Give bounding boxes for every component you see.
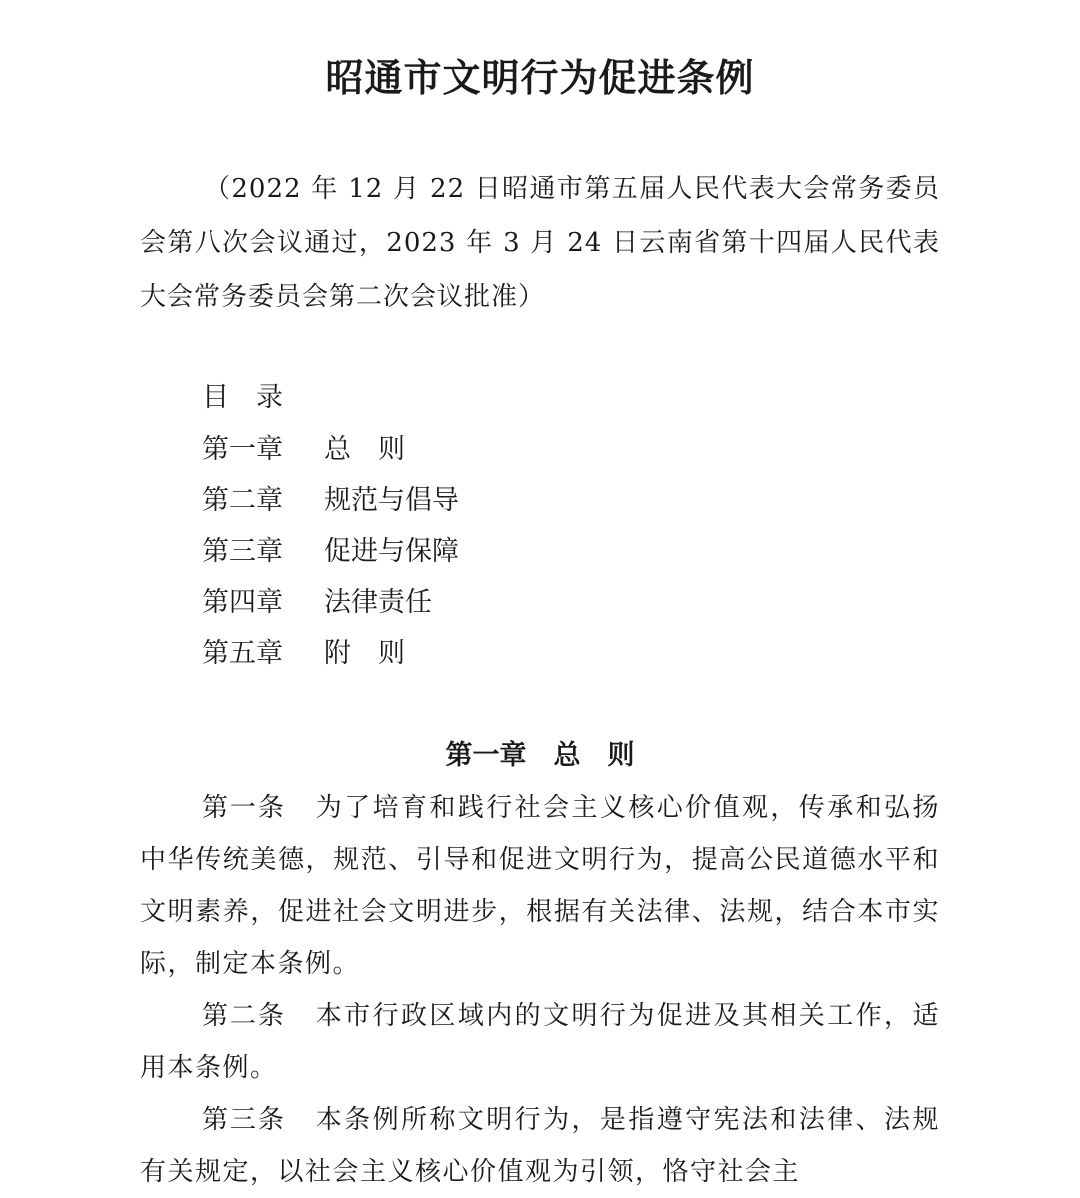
toc-item (202, 430, 405, 470)
toc-item-name: 促进与保障 (324, 536, 459, 567)
article-text: 为了培育和践行社会主义核心价值观，传承和弘扬中华传统美德，规范、引导和促进文明行为，提高公民道德水平和文明素养，促进社会文明进步，根据有关法律、法规，结合本市实际，制定本条例。 (140, 793, 940, 979)
article (140, 1094, 940, 1198)
toc-item (202, 583, 432, 623)
toc-item (202, 481, 459, 521)
toc-item-number: 第五章 (202, 638, 283, 669)
toc-item-name: 附 则 (324, 638, 405, 669)
article-label: 第三条 (202, 1105, 286, 1135)
adoption-note: （2022 年 12 月 22 日昭通市第五届人民代表大会常务委员会第八次会议通过，2023 年 3 月 24 日云南省第十四届人民代表大会常务委员会第二次会议批准） (140, 174, 940, 312)
toc-item-name: 法律责任 (324, 587, 432, 618)
toc-item (202, 532, 459, 572)
article-text: 本市行政区域内的文明行为促进及其相关工作，适用本条例。 (140, 1001, 940, 1083)
article-label: 第一条 (202, 793, 286, 823)
article-list (140, 782, 940, 1198)
toc-item (202, 634, 405, 674)
toc-item-number: 第三章 (202, 536, 283, 567)
article-text: 本条例所称文明行为，是指遵守宪法和法律、法规有关规定，以社会主义核心价值观为引领，恪守社会主 (140, 1105, 940, 1187)
article (140, 782, 940, 990)
chapter-heading: 第一章 总 则 (445, 740, 635, 771)
toc-item-name: 规范与倡导 (324, 485, 459, 516)
article (140, 990, 940, 1094)
toc-item-number: 第四章 (202, 587, 283, 618)
document-title: 昭通市文明行为促进条例 (325, 56, 755, 100)
toc-item-name: 总 则 (324, 434, 405, 465)
toc-heading: 目 录 (202, 382, 283, 413)
toc-item-number: 第一章 (202, 434, 283, 465)
article-label: 第二条 (202, 1001, 286, 1031)
toc-item-number: 第二章 (202, 485, 283, 516)
